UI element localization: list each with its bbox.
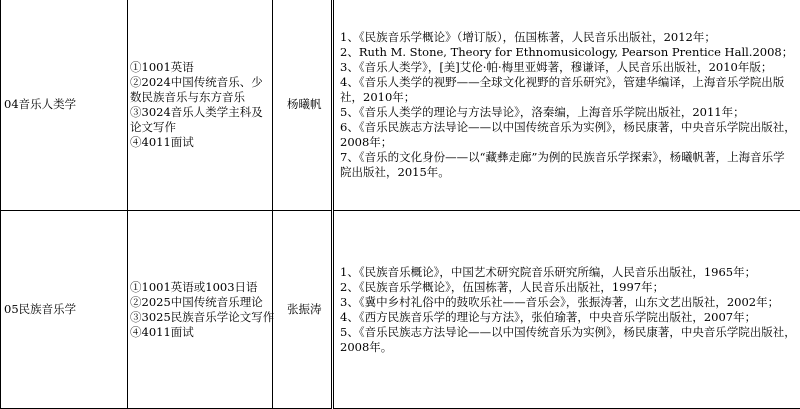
reference-books [333, 211, 800, 409]
reference-item: 7、《音乐的文化身份——以“藏彝走廊”为例的民族音乐学探索》，杨曦帆著，上海音乐学院出版社，2015年。 [340, 150, 796, 180]
reference-item: 1、《民族音乐学概论》（增订版），伍国栋著，人民音乐出版社，2012年； [340, 30, 796, 45]
reference-item: 2、Ruth M. Stone, Theory for Ethnomusicology, Pearson Prentice Hall.2008； [340, 45, 796, 60]
reference-item: 4、《西方民族音乐学的理论与方法》，张伯瑜著，中央音乐学院出版社，2007年； [340, 310, 796, 325]
supervisor-name: 张振涛 [287, 302, 322, 316]
reference-books [333, 0, 800, 211]
exam-subject: ②2025中国传统音乐理论 [130, 295, 272, 310]
research-direction [1, 0, 128, 211]
reference-item: 3、《冀中乡村礼俗中的鼓吹乐社——音乐会》，张振涛著，山东文艺出版社，2002年； [340, 295, 796, 310]
exam-subject: 论文写作 [130, 120, 272, 135]
reference-item: 1、《民族音乐概论》，中国艺术研究院音乐研究所编，人民音乐出版社，1965年； [340, 265, 796, 280]
table-row [1, 0, 800, 211]
exam-subjects [128, 0, 273, 211]
reference-item: 5、《音乐民族志方法导论——以中国传统音乐为实例》，杨民康著，中央音乐学院出版社，2008年。 [340, 325, 796, 355]
exam-subject: ④4011面试 [130, 325, 272, 340]
reference-item: 2、《民族音乐学概论》，伍国栋著，人民音乐出版社，1997年； [340, 280, 796, 295]
exam-subject: ③3024音乐人类学主科及 [130, 105, 272, 120]
exam-subject: ④4011面试 [130, 135, 272, 150]
exam-subject: ②2024中国传统音乐、少 [130, 75, 272, 90]
reference-item: 4、《音乐人类学的视野——全球文化视野的音乐研究》，管建华编译，上海音乐学院出版社，2010年； [340, 75, 796, 105]
exam-subject: ③3025民族音乐学论文写作 [130, 310, 272, 325]
research-direction [1, 211, 128, 409]
research-direction-text: 04音乐人类学 [4, 97, 76, 111]
table-row [1, 211, 800, 409]
research-direction-text: 05民族音乐学 [4, 302, 76, 316]
reference-item: 3、《音乐人类学》，[美]艾伦·帕·梅里亚姆著，穆谦译，人民音乐出版社，2010年版； [340, 60, 796, 75]
exam-subject: ①1001英语 [130, 60, 272, 75]
exam-subject: ①1001英语或1003日语 [130, 280, 272, 295]
supervisor-name: 杨曦帆 [287, 97, 322, 111]
reference-item: 6、《音乐民族志方法导论——以中国传统音乐为实例》，杨民康著，中央音乐学院出版社，2008年； [340, 120, 796, 150]
reference-item: 5、《音乐人类学的理论与方法导论》，洛秦编，上海音乐学院出版社，2011年； [340, 105, 796, 120]
exam-subjects [128, 211, 273, 409]
supervisor [273, 211, 333, 409]
exam-subject: 数民族音乐与东方音乐 [130, 90, 272, 105]
supervisor [273, 0, 333, 211]
